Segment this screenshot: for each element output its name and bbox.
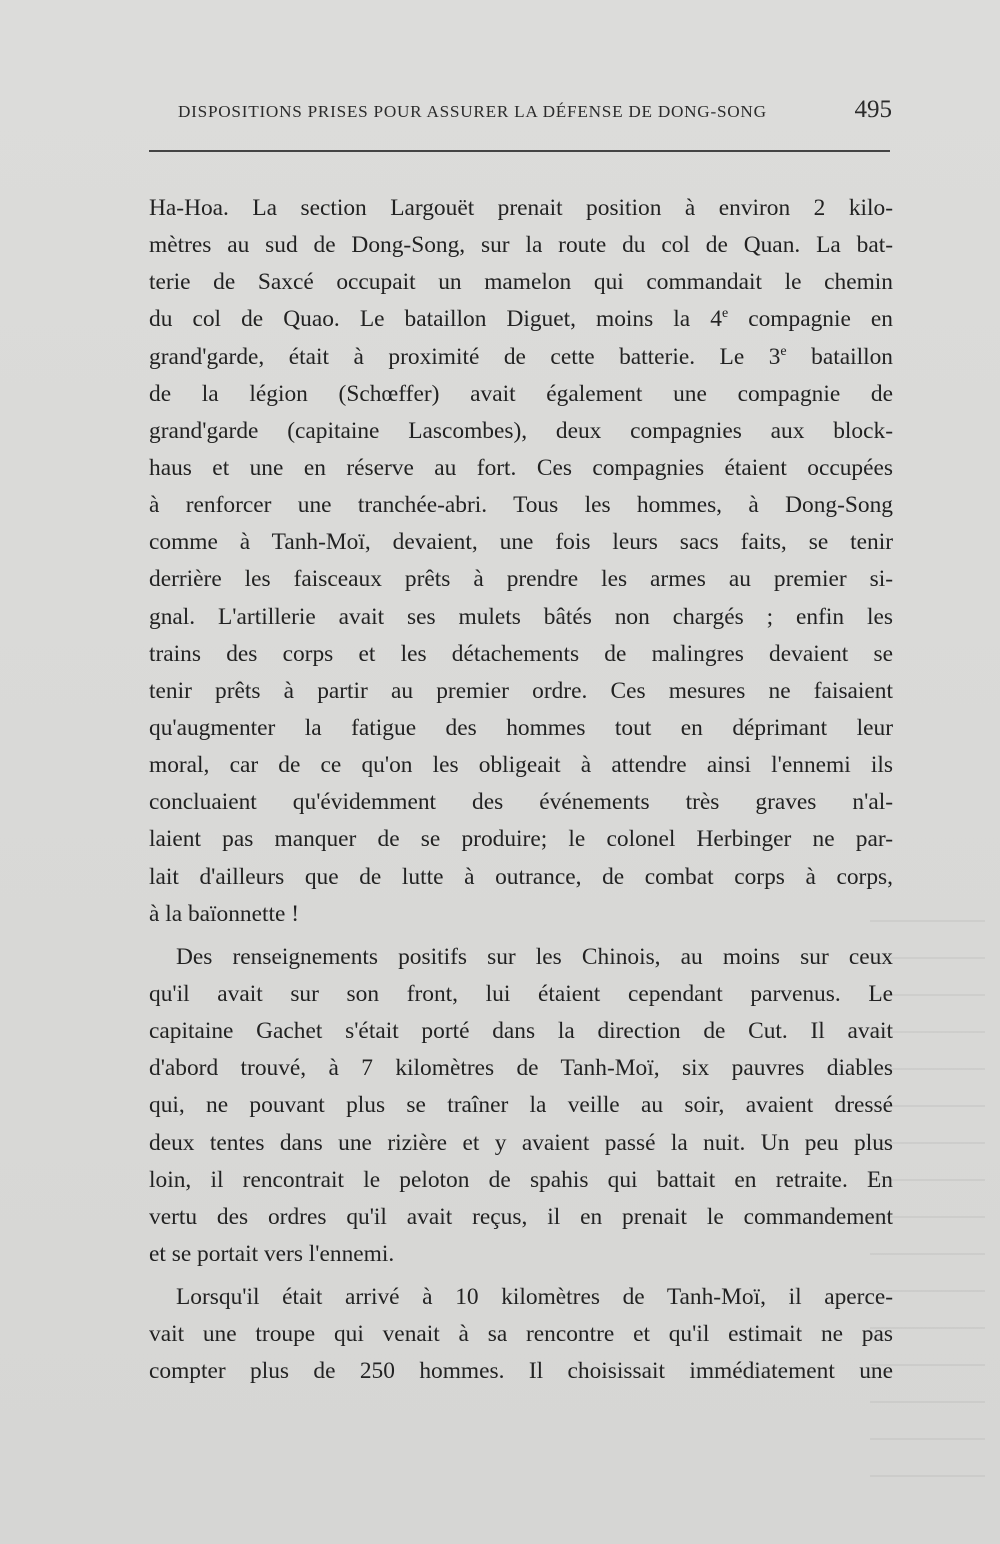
text-line: derrière les faisceaux prêts à prendre les armes au premier si-: [149, 566, 893, 593]
text-line: et se portait vers l'ennemi.: [149, 1240, 395, 1267]
text-line: mètres au sud de Dong-Song, sur la route du col de Quan. La bat-: [149, 232, 893, 259]
text-line: à la baïonnette !: [149, 900, 300, 927]
text-line: Des renseignements positifs sur les Chinois, au moins sur ceux: [176, 943, 893, 970]
text-segment: compagnie en: [728, 306, 893, 333]
text-line: qu'il avait sur son front, lui étaient cependant parvenus. Le: [149, 980, 893, 1007]
text-line: terie de Saxcé occupait un mamelon qui commandait le chemin: [149, 269, 893, 296]
paragraph: [149, 190, 893, 933]
text-line: trains des corps et les détachements de malingres devaient se: [149, 640, 893, 667]
text-line: lait d'ailleurs que de lutte à outrance, de combat corps à corps,: [149, 863, 893, 890]
text-line: vertu des ordres qu'il avait reçus, il en prenait le commandement: [149, 1203, 893, 1230]
text-segment: bataillon: [786, 343, 893, 370]
running-title: DISPOSITIONS PRISES POUR ASSURER LA DÉFENSE DE DONG-SONG: [178, 102, 767, 121]
text-line: compter plus de 250 hommes. Il choisissait immédiatement une: [149, 1358, 893, 1385]
text-line: Ha-Hoa. La section Largouët prenait position à environ 2 kilo-: [149, 195, 893, 221]
text-line: de la légion (Schœffer) avait également une compagnie de: [149, 380, 893, 407]
text-line: loin, il rencontrait le peloton de spahis qui battait en retraite. En: [149, 1166, 893, 1193]
text-line: qu'augmenter la fatigue des hommes tout en déprimant leur: [149, 714, 893, 741]
text-line: tenir prêts à partir au premier ordre. Ces mesures ne faisaient: [149, 677, 893, 704]
paragraph: [149, 939, 893, 1273]
text-line: qui, ne pouvant plus se traîner la veille au soir, avaient dressé: [149, 1092, 893, 1119]
text-line: grand'garde (capitaine Lascombes), deux compagnies aux block-: [149, 417, 893, 444]
running-header: [178, 96, 892, 136]
text-line: Lorsqu'il était arrivé à 10 kilomètres de Tanh-Moï, il aperce-: [176, 1284, 893, 1311]
text-line: à renforcer une tranchée-abri. Tous les hommes, à Dong-Song: [149, 492, 893, 519]
text-line: laient pas manquer de se produire; le colonel Herbinger ne par-: [149, 826, 893, 853]
body-text: [149, 190, 893, 1391]
text-line: haus et une en réserve au fort. Ces compagnies étaient occupées: [149, 454, 893, 481]
text-line: vait une troupe qui venait à sa rencontre et qu'il estimait ne pas: [149, 1321, 893, 1348]
text-line: gnal. L'artillerie avait ses mulets bâtés non chargés ; enfin les: [149, 603, 893, 630]
text-line: d'abord trouvé, à 7 kilomètres de Tanh-Moï, six pauvres diables: [149, 1055, 893, 1082]
text-line: concluaient qu'évidemment des événements très graves n'al-: [149, 789, 893, 816]
text-segment: du col de Quao. Le bataillon Diguet, moins la 4: [149, 306, 722, 333]
text-segment: grand'garde, était à proximité de cette batterie. Le 3: [149, 343, 781, 370]
header-rule: [149, 150, 890, 152]
text-line: capitaine Gachet s'était porté dans la direction de Cut. Il avait: [149, 1018, 893, 1045]
text-line: moral, car de ce qu'on les obligeait à attendre ainsi l'ennemi ils: [149, 752, 893, 779]
text-line: [149, 339, 893, 376]
page-number: 495: [854, 96, 892, 123]
text-line: deux tentes dans une rizière et y avaient passé la nuit. Un peu plus: [149, 1129, 893, 1156]
paragraph: [149, 1279, 893, 1390]
text-line: comme à Tanh-Moï, devaient, une fois leurs sacs faits, se tenir: [149, 529, 893, 556]
text-line: [149, 301, 893, 338]
superscript: e: [721, 306, 729, 322]
superscript: e: [780, 343, 787, 359]
